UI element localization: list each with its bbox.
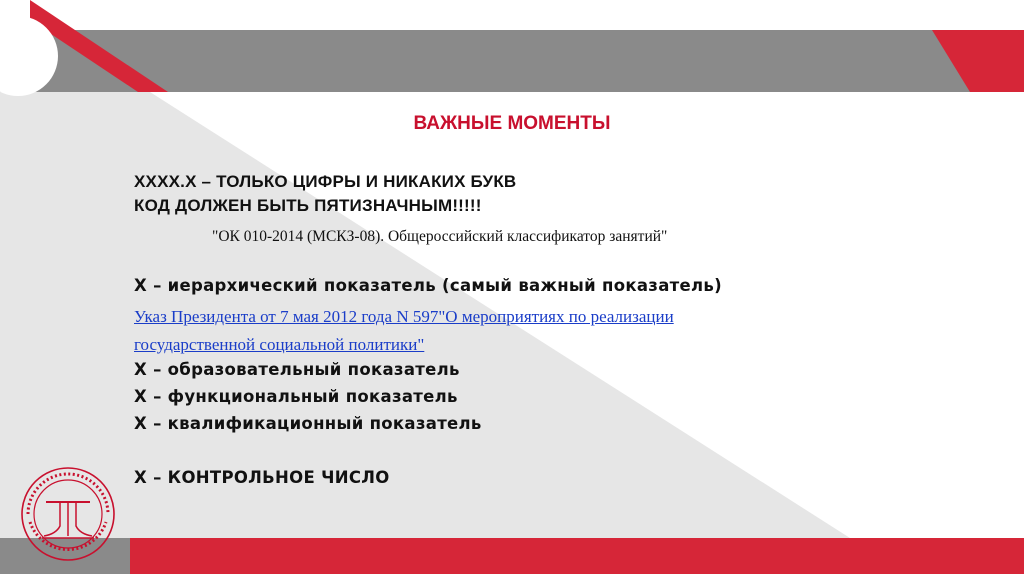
- decree-link-line-2[interactable]: государственной социальной политики": [134, 335, 425, 354]
- control-number: Х – КОНТРОЛЬНОЕ ЧИСЛО: [134, 468, 390, 487]
- functional-indicator: Х – функциональный показатель: [134, 387, 458, 406]
- qualification-indicator: Х – квалификационный показатель: [134, 414, 482, 433]
- organization-seal-logo: [8, 464, 128, 564]
- bottom-red-band: [130, 538, 1024, 574]
- educational-indicator: Х – образовательный показатель: [134, 360, 460, 379]
- digits-only-rule: XXXX.X – ТОЛЬКО ЦИФРЫ И НИКАКИХ БУКВ: [134, 172, 517, 191]
- hierarchical-indicator: Х – иерархический показатель (самый важный показатель): [134, 276, 722, 295]
- classifier-note: "ОК 010-2014 (МСКЗ-08). Общероссийский классификатор занятий": [212, 228, 668, 245]
- slide-title: ВАЖНЫЕ МОМЕНТЫ: [413, 113, 611, 134]
- presidential-decree-link[interactable]: [134, 303, 834, 359]
- five-digit-rule: КОД ДОЛЖЕН БЫТЬ ПЯТИЗНАЧНЫМ!!!!!: [134, 196, 482, 215]
- decree-link-line-1[interactable]: Указ Президента от 7 мая 2012 года N 597"О мероприятиях по реализации: [134, 307, 674, 326]
